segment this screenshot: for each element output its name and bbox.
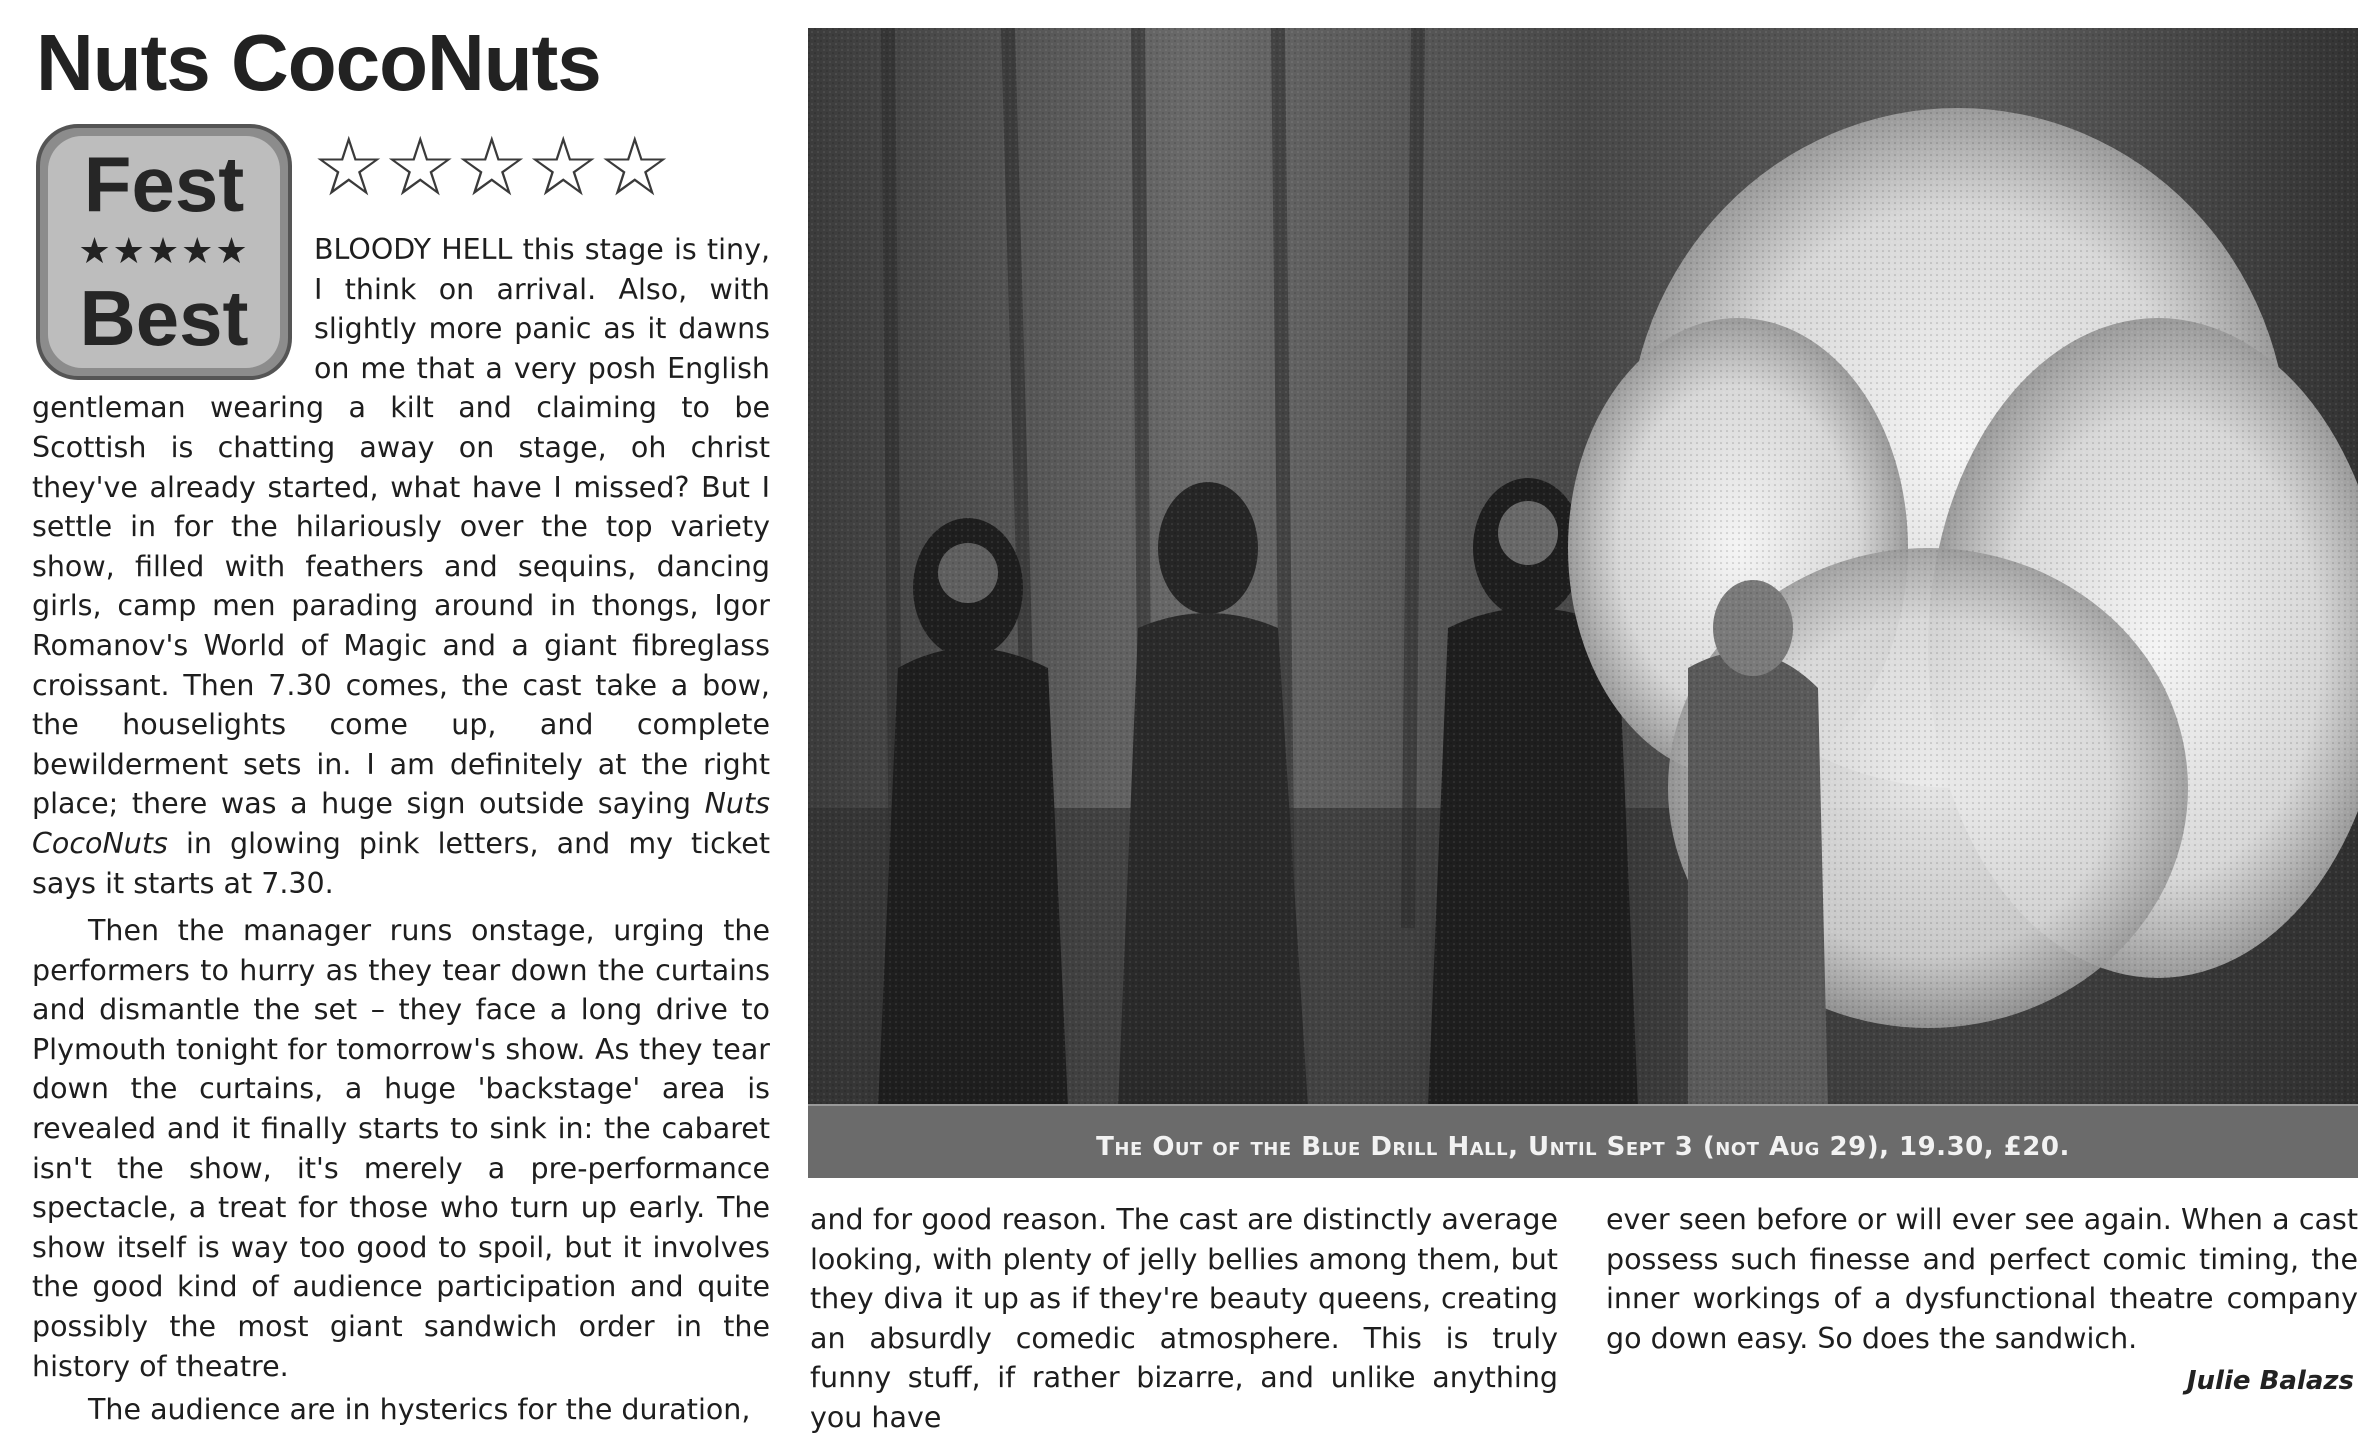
article-paragraph-3-start: The audience are in hysterics for the duration, xyxy=(88,1393,751,1427)
article-paragraph-2: Then the manager runs onstage, urging the performers to hurry as they tear down the curtains and dismantle the set – they face a long drive to Plymouth tonight for tomorrow's show. As they tear down the curtains, a huge 'backstage' area is revealed and it finally starts to sink in: the cabaret isn't the show, it's merely a pre-performance spectacle, a treat for those who turn up early. The show itself is way too good to spoil, but it involves the good kind of audience participation and quite possibly the most giant sandwich order in the history of theatre. xyxy=(32,914,770,1383)
article-column-3-text: ever seen before or will ever see again. When a cast possess such finesse and perfect comic timing, the inner workings of a dysfunctional theatre company go down easy. So does the sandwich. xyxy=(1606,1203,2358,1355)
photo-caption: The Out of the Blue Drill Hall, Until Sept 3 (not Aug 29), 19.30, £20. xyxy=(1096,1132,2070,1162)
headline: Nuts CocoNuts xyxy=(36,18,601,107)
paragraph-1-text: BLOODY HELL this stage is tiny, I think on arrival. Also, with slightly more panic as it dawns on me that a very posh English gentleman wearing a kilt and claiming to be Scottish is chatting away on stage, oh christ they've already started, what have I missed? But I settle in for the hilariously over the top variety show, filled with feathers and sequins, dancing girls, camp men parading around in thongs, Igor Romanov's World of Magic and a giant fibreglass croissant. Then 7.30 comes, the cast take a bow, the houselights come up, and complete bewilderment sets in. I am definitely at the right place; there was a huge sign outside saying xyxy=(32,233,770,821)
badge-stars-icon: ★★★★★ xyxy=(78,231,250,272)
production-photo xyxy=(808,28,2358,1178)
photo-image xyxy=(808,28,2358,1178)
article-column-2 xyxy=(810,1200,1558,1438)
star-rating-icon: ☆☆☆☆☆ xyxy=(312,120,670,215)
article-column-3 xyxy=(1606,1200,2358,1358)
article-column-2-text: and for good reason. The cast are distinctly average looking, with plenty of jelly bellies among them, but they diva it up as if they're beauty queens, creating an absurdly comedic atmosphere. This is truly funny stuff, if rather bizarre, and unlike anything you have xyxy=(810,1203,1558,1434)
article-column-1 xyxy=(32,230,770,1430)
author-byline: Julie Balazs xyxy=(2186,1366,2354,1396)
badge-top-word: Fest xyxy=(83,140,245,228)
show-title-italic: Nuts CocoNuts xyxy=(32,787,770,860)
badge-wrap-spacer xyxy=(32,230,314,380)
paragraph-1-end: in glowing pink letters, and my ticket says it starts at 7.30. xyxy=(32,826,770,900)
badge-bottom-word: Best xyxy=(79,274,249,362)
